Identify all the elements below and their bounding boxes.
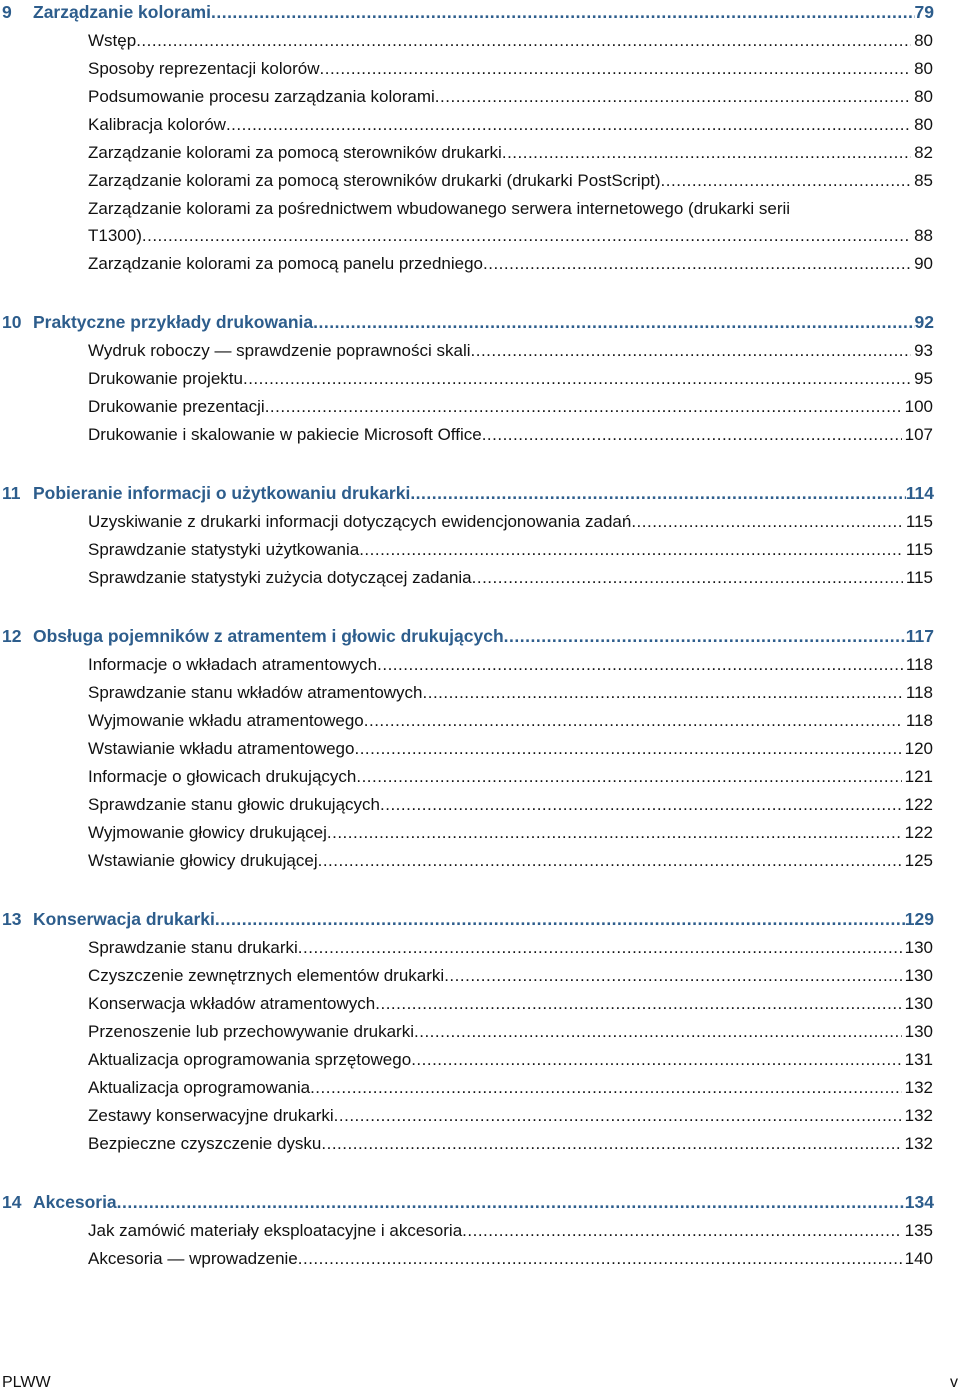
entry-page-number: 132	[904, 1134, 933, 1153]
leader-dots	[226, 111, 911, 139]
entry-title: Wstęp	[88, 31, 137, 50]
entry-page-number: 95	[914, 369, 933, 388]
toc-chapter	[0, 481, 960, 592]
toc-entry[interactable]	[0, 508, 960, 536]
entry-page-number: 100	[904, 397, 933, 416]
leader-dots	[483, 250, 911, 278]
entry-title: Wstawianie głowicy drukującej	[88, 851, 318, 870]
toc-entry[interactable]	[0, 1217, 960, 1245]
entry-title-part: Zarządzanie kolorami za pośrednictwem wbudowanego serwera internetowego (drukarki serii	[88, 199, 791, 218]
toc-chapter-heading[interactable]	[0, 1190, 960, 1214]
toc-entry[interactable]	[0, 55, 960, 83]
entry-title: Czyszczenie zewnętrznych elementów drukarki	[88, 966, 445, 985]
toc-chapter	[0, 0, 960, 278]
leader-dots	[411, 1046, 901, 1074]
entry-page-number: 130	[904, 966, 933, 985]
entry-title: Zestawy konserwacyjne drukarki	[88, 1106, 334, 1125]
chapter-page-number: 134	[904, 1192, 934, 1212]
entry-page-number: 140	[904, 1249, 933, 1268]
entry-page-number: 130	[904, 1022, 933, 1041]
toc-entry[interactable]	[0, 679, 960, 707]
toc-entry[interactable]	[0, 934, 960, 962]
leader-dots	[318, 847, 902, 875]
toc-entry[interactable]	[0, 1130, 960, 1158]
entry-page-number: 80	[914, 87, 933, 106]
entry-page-number: 118	[905, 683, 933, 702]
entry-title: Wydruk roboczy — sprawdzenie poprawności skali	[88, 341, 471, 360]
entry-page-number: 130	[904, 994, 933, 1013]
entry-title: Drukowanie i skalowanie w pakiecie Microsoft Office	[88, 425, 482, 444]
chapter-page-number: 129	[904, 909, 934, 929]
chapter-number: 13	[2, 909, 22, 929]
chapter-number: 12	[2, 626, 22, 646]
leader-dots	[472, 564, 903, 592]
entry-page-number: 122	[904, 823, 933, 842]
leader-dots	[321, 1130, 901, 1158]
entry-title: Akcesoria — wprowadzenie	[88, 1249, 298, 1268]
leader-dots	[359, 536, 903, 564]
toc-entry[interactable]	[0, 763, 960, 791]
leader-dots	[462, 1217, 901, 1245]
entry-title: Wstawianie wkładu atramentowego	[88, 739, 355, 758]
toc-entry[interactable]	[0, 393, 960, 421]
entry-title: T1300)	[88, 226, 142, 245]
leader-dots	[298, 934, 902, 962]
toc-entry[interactable]	[0, 1074, 960, 1102]
entry-title: Sprawdzanie stanu wkładów atramentowych	[88, 683, 423, 702]
entry-title: Wyjmowanie wkładu atramentowego	[88, 711, 364, 730]
leader-dots	[423, 679, 903, 707]
entry-page-number: 85	[914, 171, 933, 190]
leader-dots	[356, 763, 901, 791]
entry-title: Sprawdzanie statystyki zużycia dotyczącej zadania	[88, 568, 472, 587]
entry-title: Przenoszenie lub przechowywanie drukarki	[88, 1022, 414, 1041]
entry-title: Zarządzanie kolorami za pomocą panelu przedniego	[88, 254, 484, 273]
toc-entry[interactable]	[0, 1245, 960, 1273]
leader-dots	[504, 624, 906, 648]
leader-dots	[215, 907, 905, 931]
chapter-page-number: 117	[905, 626, 934, 646]
entry-title: Sprawdzanie stanu drukarki	[88, 938, 298, 957]
leader-dots	[117, 1190, 905, 1214]
entry-page-number: 132	[904, 1078, 933, 1097]
leader-dots	[334, 1102, 902, 1130]
toc-entry[interactable]	[0, 791, 960, 819]
chapter-page-number: 79	[914, 2, 934, 22]
entry-title: Uzyskiwanie z drukarki informacji dotyczących ewidencjonowania zadań	[88, 512, 632, 531]
entry-title: Sprawdzanie stanu głowic drukujących	[88, 795, 380, 814]
toc-entry[interactable]	[0, 167, 960, 195]
chapter-number: 11	[2, 483, 21, 503]
entry-title: Aktualizacja oprogramowania sprzętowego	[88, 1050, 412, 1069]
toc-entry[interactable]	[0, 847, 960, 875]
chapter-title: Praktyczne przykłady drukowania	[33, 312, 314, 332]
leader-dots	[142, 222, 911, 250]
toc-entry[interactable]	[0, 819, 960, 847]
chapter-title: Zarządzanie kolorami	[33, 2, 211, 22]
entry-page-number: 80	[914, 31, 933, 50]
chapter-number: 14	[2, 1192, 22, 1212]
toc-entry-wrapped-line[interactable]	[0, 195, 960, 222]
entry-page-number: 122	[904, 795, 933, 814]
leader-dots	[502, 139, 911, 167]
entry-page-number: 82	[914, 143, 933, 162]
entry-page-number: 80	[914, 115, 933, 134]
toc-entry[interactable]	[0, 1046, 960, 1074]
entry-page-number: 130	[904, 938, 933, 957]
chapter-title: Pobieranie informacji o użytkowaniu drukarki	[33, 483, 411, 503]
leader-dots	[327, 819, 902, 847]
entry-page-number: 120	[904, 739, 933, 758]
leader-dots	[313, 310, 914, 334]
entry-title: Zarządzanie kolorami za pomocą sterowników drukarki (drukarki PostScript)	[88, 171, 661, 190]
footer-language-code: PLWW	[2, 1374, 51, 1391]
leader-dots	[364, 707, 903, 735]
chapter-number: 9	[2, 2, 12, 22]
chapter-title: Obsługa pojemników z atramentem i głowic drukujących	[33, 626, 504, 646]
leader-dots	[410, 481, 905, 505]
toc-chapter-heading[interactable]	[0, 624, 960, 648]
toc-chapter	[0, 1190, 960, 1273]
chapter-title: Konserwacja drukarki	[33, 909, 215, 929]
toc-entry[interactable]	[0, 222, 960, 250]
leader-dots	[482, 421, 902, 449]
leader-dots	[380, 791, 902, 819]
entry-page-number: 115	[905, 568, 933, 587]
entry-page-number: 93	[914, 341, 933, 360]
leader-dots	[298, 1245, 902, 1273]
toc-entry[interactable]	[0, 536, 960, 564]
entry-title: Podsumowanie procesu zarządzania kolorami	[88, 87, 435, 106]
toc-entry[interactable]	[0, 337, 960, 365]
toc-entry[interactable]	[0, 990, 960, 1018]
leader-dots	[310, 1074, 902, 1102]
chapter-number: 10	[2, 312, 22, 332]
leader-dots	[265, 393, 902, 421]
toc-entry[interactable]	[0, 111, 960, 139]
leader-dots	[435, 83, 911, 111]
entry-page-number: 90	[914, 254, 933, 273]
leader-dots	[377, 651, 903, 679]
entry-page-number: 107	[904, 425, 933, 444]
entry-title: Informacje o głowicach drukujących	[88, 767, 357, 786]
leader-dots	[211, 0, 915, 24]
entry-page-number: 115	[905, 512, 933, 531]
entry-title: Drukowanie projektu	[88, 369, 243, 388]
entry-title: Zarządzanie kolorami za pomocą sterowników drukarki	[88, 143, 502, 162]
toc-entry[interactable]	[0, 564, 960, 592]
toc-chapter-heading[interactable]	[0, 0, 960, 24]
chapter-title: Akcesoria	[33, 1192, 117, 1212]
entry-page-number: 118	[905, 711, 933, 730]
leader-dots	[375, 990, 901, 1018]
toc-chapter	[0, 624, 960, 875]
toc-chapter	[0, 310, 960, 449]
toc-entry[interactable]	[0, 421, 960, 449]
leader-dots	[471, 337, 912, 365]
leader-dots	[661, 167, 912, 195]
toc-chapter-heading[interactable]	[0, 907, 960, 931]
leader-dots	[320, 55, 912, 83]
entry-page-number: 121	[904, 767, 933, 786]
entry-page-number: 80	[914, 59, 933, 78]
entry-title: Aktualizacja oprogramowania	[88, 1078, 311, 1097]
entry-page-number: 132	[904, 1106, 933, 1125]
toc-entry[interactable]	[0, 83, 960, 111]
toc-entry[interactable]	[0, 27, 960, 55]
toc-entry[interactable]	[0, 250, 960, 278]
entry-title: Sposoby reprezentacji kolorów	[88, 59, 320, 78]
toc-entry[interactable]	[0, 962, 960, 990]
footer-page-number: v	[950, 1374, 958, 1391]
toc-entry[interactable]	[0, 707, 960, 735]
leader-dots	[136, 27, 911, 55]
toc-chapter	[0, 907, 960, 1158]
toc-entry[interactable]	[0, 365, 960, 393]
leader-dots	[414, 1018, 902, 1046]
entry-page-number: 135	[904, 1221, 933, 1240]
entry-page-number: 88	[914, 226, 933, 245]
entry-title: Bezpieczne czyszczenie dysku	[88, 1134, 322, 1153]
entry-title: Wyjmowanie głowicy drukującej	[88, 823, 327, 842]
toc-chapter-heading[interactable]	[0, 310, 960, 334]
leader-dots	[631, 508, 903, 536]
leader-dots	[354, 735, 901, 763]
leader-dots	[243, 365, 911, 393]
toc-chapter-heading[interactable]	[0, 481, 960, 505]
entry-page-number: 115	[905, 540, 933, 559]
entry-title: Sprawdzanie statystyki użytkowania	[88, 540, 360, 559]
entry-title: Drukowanie prezentacji	[88, 397, 265, 416]
entry-title: Informacje o wkładach atramentowych	[88, 655, 378, 674]
entry-title: Kalibracja kolorów	[88, 115, 226, 134]
entry-page-number: 131	[904, 1050, 933, 1069]
chapter-page-number: 114	[905, 483, 934, 503]
chapter-page-number: 92	[914, 312, 934, 332]
entry-page-number: 118	[905, 655, 933, 674]
toc-entry[interactable]	[0, 735, 960, 763]
entry-title: Konserwacja wkładów atramentowych	[88, 994, 376, 1013]
entry-title: Jak zamówić materiały eksploatacyjne i akcesoria	[88, 1221, 463, 1240]
leader-dots	[444, 962, 901, 990]
toc-entry[interactable]	[0, 651, 960, 679]
toc-entry[interactable]	[0, 139, 960, 167]
toc-entry[interactable]	[0, 1018, 960, 1046]
toc-entry[interactable]	[0, 1102, 960, 1130]
entry-page-number: 125	[904, 851, 933, 870]
